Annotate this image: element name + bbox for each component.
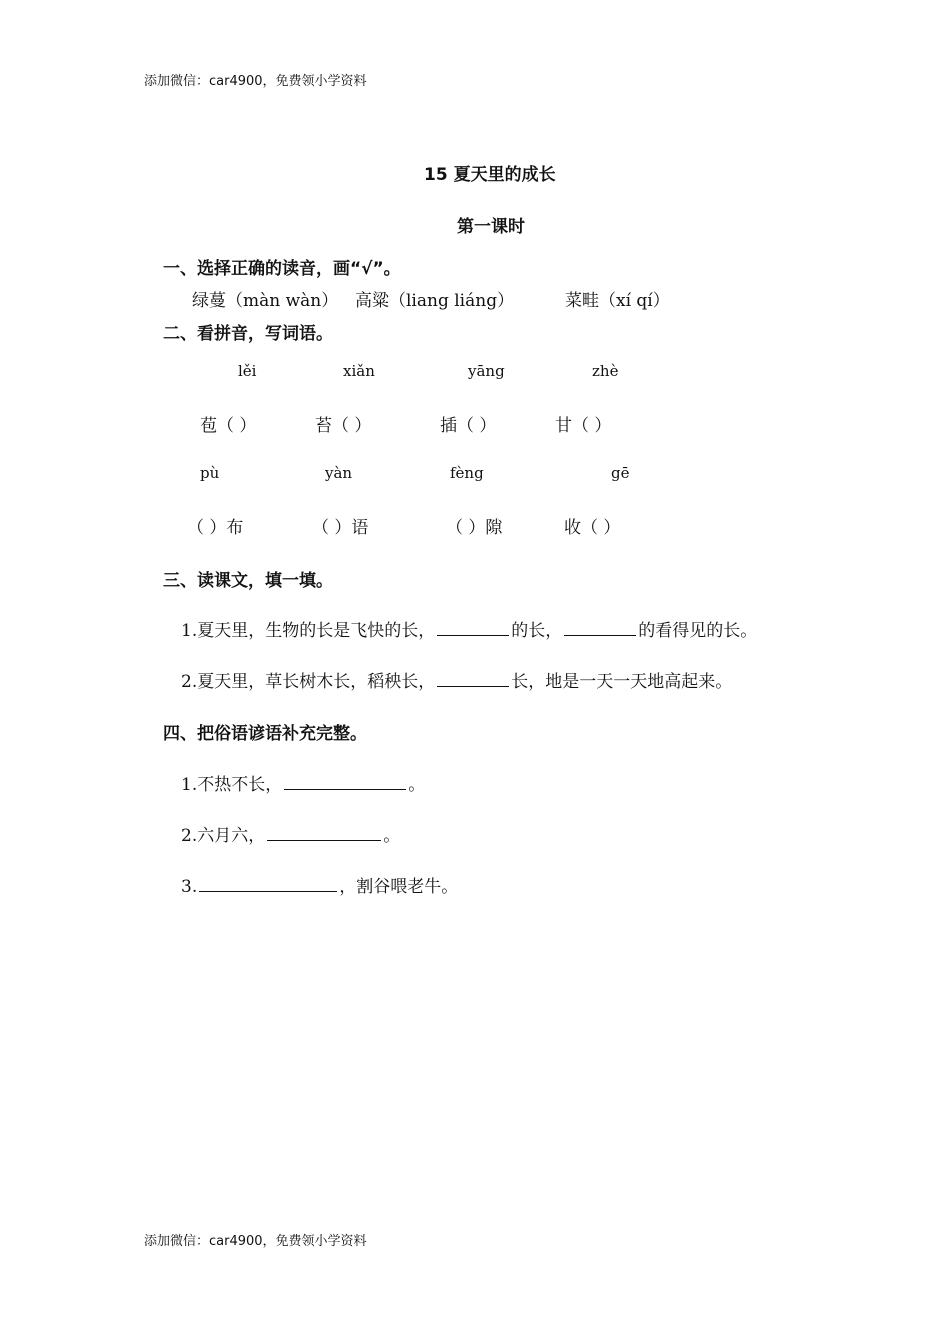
pinyin-lei: lěi xyxy=(238,362,257,380)
s3-question-1 xyxy=(181,616,757,641)
word-bao: 苞（ ） xyxy=(200,416,257,436)
s4-question-1 xyxy=(181,770,425,795)
s4-q2-part-b: 。 xyxy=(383,826,401,846)
lesson-title: 15 夏天里的成长 xyxy=(424,165,556,185)
s3-q2-part-a: 2.夏天里，草长树木长，稻秧长， xyxy=(181,672,436,692)
pinyin-feng: fèng xyxy=(450,464,484,482)
s4-question-2 xyxy=(181,821,400,846)
pinyin-yang: yāng xyxy=(468,362,505,380)
page-header: 添加微信：car4900，免费领小学资料 xyxy=(144,74,367,89)
s4-q3-part-a: 3. xyxy=(181,877,198,897)
section-2-heading: 二、看拼音，写词语。 xyxy=(163,324,333,344)
word-fengxi: （ ）隙 xyxy=(446,518,503,538)
pinyin-yan: yàn xyxy=(325,464,353,482)
section-1-heading: 一、选择正确的读音，画“√”。 xyxy=(163,259,401,279)
pinyin-pu: pù xyxy=(200,464,220,482)
word-cha: 插（ ） xyxy=(440,416,497,436)
s3-q1-blank-1[interactable] xyxy=(437,618,509,636)
s1-item-2: 高粱（liang liáng） xyxy=(355,291,515,311)
s4-q1-blank[interactable] xyxy=(284,772,406,790)
s4-q2-part-a: 2.六月六， xyxy=(181,826,266,846)
s1-item-1: 绿蔓（màn wàn） xyxy=(192,291,339,311)
word-gan: 甘（ ） xyxy=(555,416,612,436)
section-3-heading: 三、读课文，填一填。 xyxy=(163,571,333,591)
s3-q1-part-b: 的长， xyxy=(511,621,563,641)
s4-q3-blank[interactable] xyxy=(199,874,337,892)
pinyin-xian: xiǎn xyxy=(343,362,375,380)
s3-question-2 xyxy=(181,667,732,692)
s4-q1-part-b: 。 xyxy=(408,775,426,795)
s3-q1-part-a: 1.夏天里，生物的长是飞快的长， xyxy=(181,621,436,641)
pinyin-zhe: zhè xyxy=(592,362,619,380)
section-4-heading: 四、把俗语谚语补充完整。 xyxy=(163,724,367,744)
word-tai: 苔（ ） xyxy=(315,416,372,436)
s1-item-3: 菜畦（xí qí） xyxy=(565,291,670,311)
s4-q2-blank[interactable] xyxy=(267,823,381,841)
s3-q1-blank-2[interactable] xyxy=(564,618,636,636)
s4-question-3 xyxy=(181,872,458,897)
lesson-subtitle: 第一课时 xyxy=(457,217,525,237)
word-pubu: （ ）布 xyxy=(187,518,244,538)
word-yanyu: （ ）语 xyxy=(312,518,369,538)
s3-q1-part-c: 的看得见的长。 xyxy=(638,621,758,641)
s3-q2-part-b: 长，地是一天一天地高起来。 xyxy=(511,672,733,692)
pinyin-ge: gē xyxy=(611,464,630,482)
s4-q3-part-b: ，割谷喂老牛。 xyxy=(339,877,459,897)
s4-q1-part-a: 1.不热不长， xyxy=(181,775,283,795)
s3-q2-blank[interactable] xyxy=(437,669,509,687)
word-shouge: 收（ ） xyxy=(564,518,621,538)
page-footer: 添加微信：car4900，免费领小学资料 xyxy=(144,1234,367,1249)
